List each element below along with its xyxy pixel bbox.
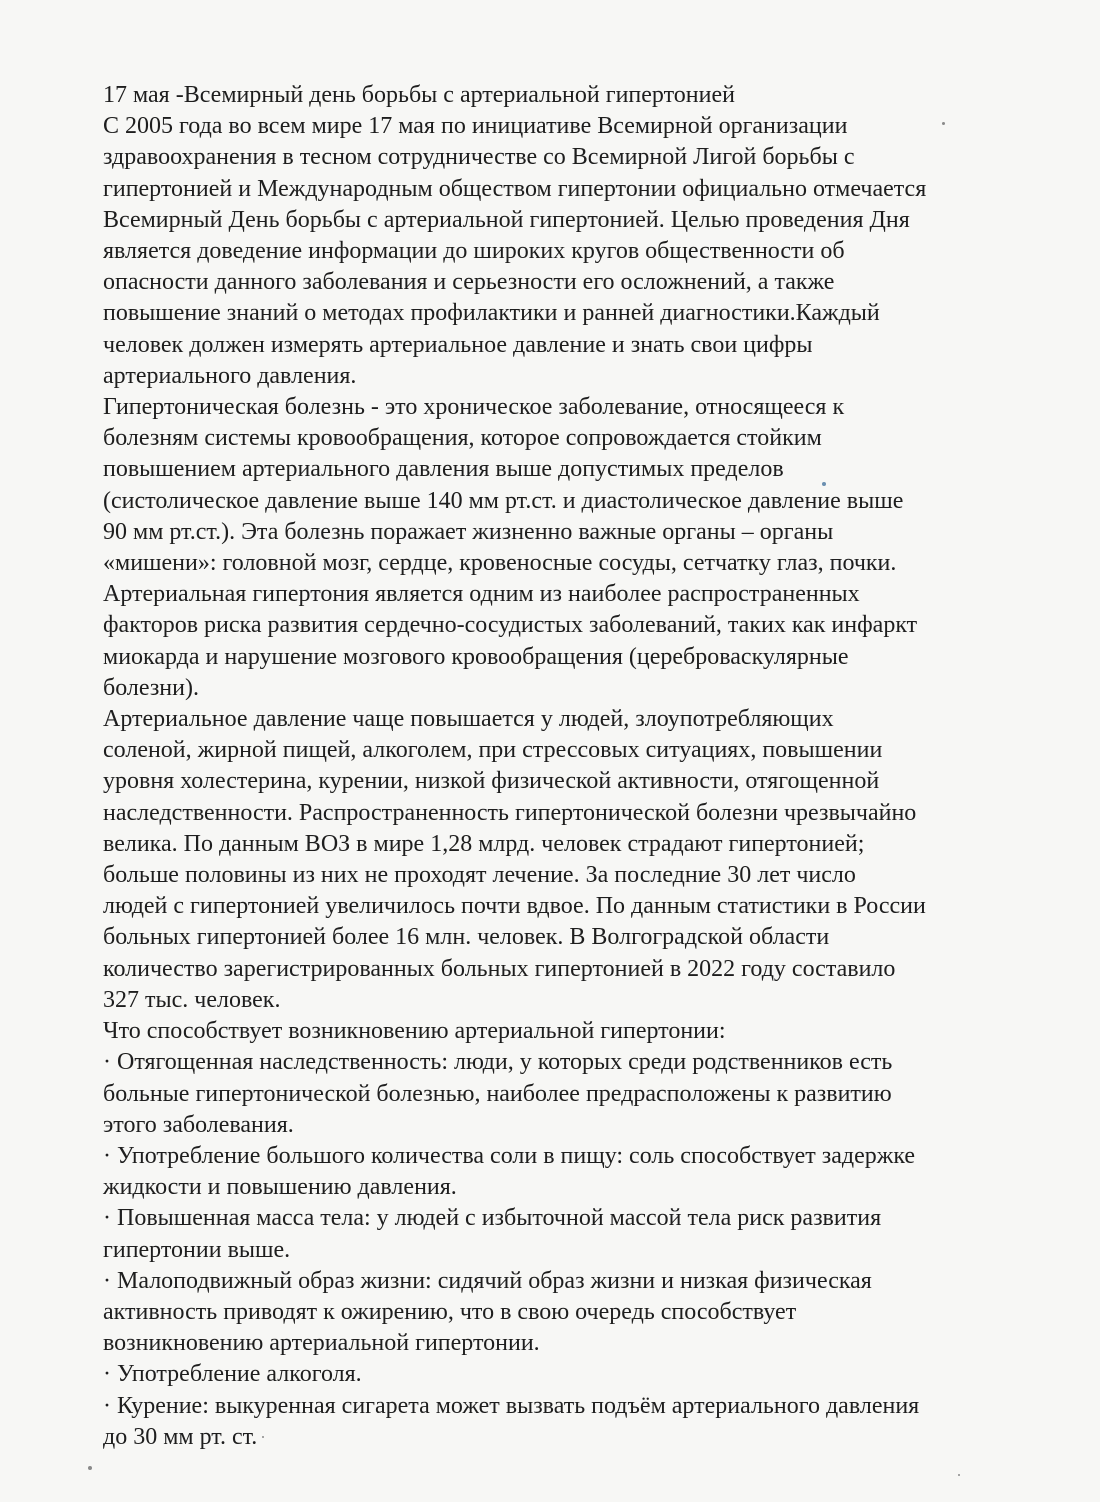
text-line: количество зарегистрированных больных гипертонией в 2022 году составило [103, 955, 896, 982]
text-line: уровня холестерина, курении, низкой физической активности, отягощенной [103, 768, 880, 795]
text-line: артериального давления. [103, 362, 357, 389]
text-line: гипертонии выше. [103, 1236, 291, 1263]
scan-speck [822, 482, 826, 486]
text-line: наследственности. Распространенность гипертонической болезни чрезвычайно [103, 799, 917, 826]
text-line: является доведение информации до широких кругов общественности об [103, 238, 845, 265]
list-heading: Что способствует возникновению артериальной гипертонии: [103, 1018, 726, 1045]
text-line: гипертонией и Международным обществом гипертонии официально отмечается [103, 175, 927, 202]
text-line: С 2005 года во всем мире 17 мая по инициативе Всемирной организации [103, 113, 848, 140]
text-line: Артериальная гипертония является одним из наиболее распространенных [103, 581, 860, 608]
text-line: повышение знаний о методах профилактики и ранней диагностики.Каждый [103, 300, 880, 327]
text-line: этого заболевания. [103, 1111, 294, 1138]
text-line: жидкости и повышению давления. [103, 1174, 457, 1201]
text-line: людей с гипертонией увеличилось почти вдвое. По данным статистики в России [103, 893, 926, 920]
text-line: активность приводят к ожирению, что в свою очередь способствует [103, 1298, 797, 1325]
text-line: повышением артериального давления выше допустимых пределов [103, 456, 784, 483]
text-line: здравоохранения в тесном сотрудничестве со Всемирной Лигой борьбы с [103, 144, 855, 171]
list-item: · Употребление большого количества соли в пищу: соль способствует задержке [103, 1142, 916, 1169]
text-line: Гипертоническая болезнь - это хроническое заболевание, относящееся к [103, 394, 845, 421]
text-line: возникновению артериальной гипертонии. [103, 1330, 540, 1357]
text-line: факторов риска развития сердечно-сосудистых заболеваний, таких как инфаркт [103, 612, 918, 639]
text-line: Артериальное давление чаще повышается у людей, злоупотребляющих [103, 706, 834, 733]
text-line: соленой, жирной пищей, алкоголем, при стрессовых ситуациях, повышении [103, 737, 883, 764]
text-line: опасности данного заболевания и серьезности его осложнений, а также [103, 269, 835, 296]
text-line: больше половины из них не проходят лечение. За последние 30 лет число [103, 862, 856, 889]
list-item: · Отягощенная наследственность: люди, у которых среди родственников есть [103, 1049, 893, 1076]
text-line: больные гипертонической болезнью, наиболее предрасположены к развитию [103, 1080, 892, 1107]
document-title: 17 мая -Всемирный день борьбы с артериальной гипертонией [103, 82, 735, 108]
text-line: болезни). [103, 674, 199, 701]
scan-speck [958, 1474, 960, 1476]
list-item: · Курение: выкуренная сигарета может вызвать подъём артериального давления [103, 1392, 920, 1419]
list-item: · Употребление алкоголя. [103, 1361, 362, 1388]
scan-speck [942, 122, 945, 125]
scan-speck [262, 1436, 264, 1438]
scan-speck [88, 1466, 92, 1470]
text-line: больных гипертонией более 16 млн. человек. В Волгоградской области [103, 924, 830, 951]
text-line: «мишени»: головной мозг, сердце, кровеносные сосуды, сетчатку глаз, почки. [103, 550, 897, 577]
text-line: до 30 мм рт. ст. [103, 1423, 258, 1450]
text-line: миокарда и нарушение мозгового кровообращения (цереброваскулярные [103, 643, 849, 670]
text-line: (систолическое давление выше 140 мм рт.ст. и диастолическое давление выше [103, 487, 904, 514]
text-line: 90 мм рт.ст.). Эта болезнь поражает жизненно важные органы – органы [103, 518, 834, 545]
document-body [103, 80, 1023, 1453]
text-line: человек должен измерять артериальное давление и знать свои цифры [103, 331, 813, 358]
text-line: 327 тыс. человек. [103, 986, 281, 1013]
text-line: болезням системы кровообращения, которое сопровождается стойким [103, 425, 822, 452]
text-line: велика. По данным ВОЗ в мире 1,28 млрд. человек страдают гипертонией; [103, 830, 865, 857]
list-item: · Повышенная масса тела: у людей с избыточной массой тела риск развития [103, 1205, 882, 1232]
list-item: · Малоподвижный образ жизни: сидячий образ жизни и низкая физическая [103, 1267, 872, 1294]
text-line: Всемирный День борьбы с артериальной гипертонией. Целью проведения Дня [103, 206, 910, 233]
